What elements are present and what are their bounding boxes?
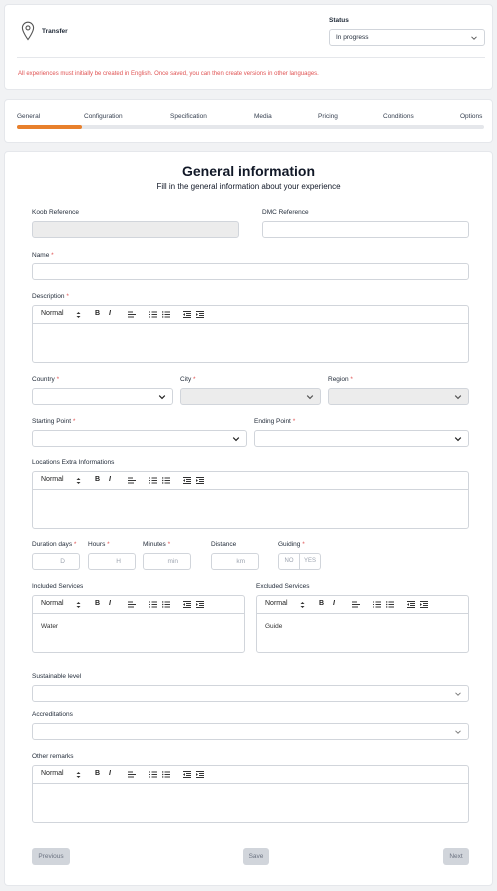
hours-input[interactable]	[88, 553, 136, 570]
sort-icon	[76, 311, 81, 319]
form-subtitle: Fill in the general information about your experience	[156, 182, 341, 191]
tab-specification[interactable]: Specification	[170, 113, 207, 120]
excluded-services-label: Excluded Services	[256, 583, 310, 590]
region-label: Region *	[328, 376, 353, 383]
indent-icon[interactable]	[196, 601, 204, 608]
locations-extra-editor[interactable]	[32, 471, 469, 529]
header-card	[4, 4, 493, 90]
language-notice: All experiences must initially be created in English. Once saved, you can then create versions in other languages.	[18, 71, 319, 77]
excluded-services-value: Guide	[265, 623, 283, 630]
indent-icon[interactable]	[196, 771, 204, 778]
sustainable-level-select[interactable]	[32, 685, 469, 702]
chevron-down-icon	[454, 435, 462, 443]
tab-options[interactable]: Options	[460, 113, 483, 120]
service-type: Transfer	[42, 28, 68, 35]
country-select[interactable]	[32, 388, 173, 405]
bold-button[interactable]: B	[95, 770, 101, 777]
align-icon[interactable]	[128, 311, 136, 318]
distance-placeholder: km	[236, 558, 245, 565]
chevron-down-icon	[454, 728, 462, 736]
location-pin-icon	[21, 21, 35, 43]
starting-point-label: Starting Point *	[32, 418, 76, 425]
accreditations-label: Accreditations	[32, 711, 73, 718]
koob-reference-input	[32, 221, 239, 238]
status-label: Status	[329, 17, 349, 24]
ordered-list-icon[interactable]	[149, 601, 157, 608]
hours-placeholder: H	[116, 558, 121, 565]
italic-button[interactable]: I	[333, 600, 335, 607]
bullet-list-icon[interactable]	[162, 311, 170, 318]
sort-icon	[300, 601, 305, 609]
ending-point-select[interactable]	[254, 430, 469, 447]
koob-reference-label: Koob Reference	[32, 209, 79, 216]
chevron-down-icon	[306, 393, 314, 401]
status-value: In progress	[336, 34, 369, 41]
hours-label: Hours *	[88, 541, 110, 548]
indent-icon[interactable]	[420, 601, 428, 608]
format-select[interactable]: Normal	[41, 770, 64, 777]
format-select[interactable]: Normal	[41, 600, 64, 607]
guiding-yes-option[interactable]: YES	[303, 558, 316, 564]
italic-button[interactable]: I	[109, 310, 111, 317]
excluded-services-editor[interactable]	[256, 595, 469, 653]
guiding-toggle[interactable]	[278, 553, 321, 570]
dmc-reference-label: DMC Reference	[262, 209, 309, 216]
outdent-icon[interactable]	[183, 311, 191, 318]
next-button[interactable]: Next	[443, 848, 469, 865]
tab-general[interactable]: General	[17, 113, 41, 120]
outdent-icon[interactable]	[183, 601, 191, 608]
other-remarks-editor[interactable]	[32, 765, 469, 823]
name-label: Name *	[32, 252, 54, 259]
duration-days-input[interactable]	[32, 553, 80, 570]
italic-button[interactable]: I	[109, 600, 111, 607]
bold-button[interactable]: B	[319, 600, 325, 607]
outdent-icon[interactable]	[183, 477, 191, 484]
included-services-value: Water	[41, 623, 59, 630]
other-remarks-label: Other remarks	[32, 753, 74, 760]
locations-extra-label: Locations Extra Informations	[32, 459, 115, 466]
duration-days-placeholder: D	[60, 558, 65, 565]
distance-label: Distance	[211, 541, 237, 548]
save-button[interactable]: Save	[243, 848, 269, 865]
included-services-label: Included Services	[32, 583, 84, 590]
ordered-list-icon[interactable]	[149, 311, 157, 318]
region-select[interactable]	[328, 388, 469, 405]
tabs-card	[4, 99, 493, 143]
editor-toolbar	[257, 596, 468, 614]
bold-button[interactable]: B	[95, 310, 101, 317]
form-title: General information	[181, 163, 316, 179]
minutes-label: Minutes *	[143, 541, 171, 548]
country-label: Country *	[32, 376, 60, 383]
progress-fill	[17, 125, 82, 129]
italic-button[interactable]: I	[109, 770, 111, 777]
city-select[interactable]	[180, 388, 321, 405]
accreditations-select[interactable]	[32, 723, 469, 740]
minutes-placeholder: min	[167, 558, 178, 565]
progress-track	[17, 125, 484, 129]
chevron-down-icon	[232, 435, 240, 443]
outdent-icon[interactable]	[407, 601, 415, 608]
align-icon[interactable]	[128, 601, 136, 608]
ordered-list-icon[interactable]	[149, 477, 157, 484]
ordered-list-icon[interactable]	[149, 771, 157, 778]
previous-button[interactable]: Previous	[32, 848, 70, 865]
editor-toolbar	[33, 306, 468, 324]
bullet-list-icon[interactable]	[162, 771, 170, 778]
duration-days-label: Duration days *	[32, 541, 77, 548]
indent-icon[interactable]	[196, 311, 204, 318]
included-services-editor[interactable]	[32, 595, 245, 653]
sort-icon	[76, 601, 81, 609]
format-select[interactable]: Normal	[41, 310, 64, 317]
editor-toolbar	[33, 596, 244, 614]
distance-input[interactable]	[211, 553, 259, 570]
sustainable-level-label: Sustainable level	[32, 673, 82, 680]
description-editor[interactable]	[32, 305, 469, 363]
chevron-down-icon	[158, 393, 166, 401]
outdent-icon[interactable]	[183, 771, 191, 778]
editor-toolbar	[33, 472, 468, 490]
bold-button[interactable]: B	[95, 600, 101, 607]
tab-configuration[interactable]: Configuration	[84, 113, 123, 120]
chevron-down-icon	[470, 34, 478, 42]
guiding-no-option[interactable]: NO	[279, 554, 300, 569]
indent-icon[interactable]	[196, 477, 204, 484]
tab-pricing[interactable]: Pricing	[318, 113, 338, 120]
editor-toolbar	[33, 766, 468, 784]
chevron-down-icon	[454, 393, 462, 401]
format-select[interactable]: Normal	[41, 476, 64, 483]
tab-conditions[interactable]: Conditions	[383, 113, 414, 120]
dmc-reference-input[interactable]	[262, 221, 469, 238]
tab-media[interactable]: Media	[254, 113, 272, 120]
align-icon[interactable]	[128, 771, 136, 778]
chevron-down-icon	[454, 690, 462, 698]
ordered-list-icon[interactable]	[373, 601, 381, 608]
align-icon[interactable]	[128, 477, 136, 484]
ending-point-label: Ending Point *	[254, 418, 296, 425]
city-label: City *	[180, 376, 196, 383]
format-select[interactable]: Normal	[265, 600, 288, 607]
align-icon[interactable]	[352, 601, 360, 608]
guiding-label: Guiding *	[278, 541, 305, 548]
sort-icon	[76, 477, 81, 485]
starting-point-select[interactable]	[32, 430, 247, 447]
bullet-list-icon[interactable]	[386, 601, 394, 608]
status-select[interactable]	[329, 29, 485, 46]
italic-button[interactable]: I	[109, 476, 111, 483]
bold-button[interactable]: B	[95, 476, 101, 483]
name-input[interactable]	[32, 263, 469, 280]
sort-icon	[76, 771, 81, 779]
divider	[17, 57, 485, 58]
bullet-list-icon[interactable]	[162, 477, 170, 484]
description-label: Description *	[32, 293, 69, 300]
minutes-input[interactable]	[143, 553, 191, 570]
bullet-list-icon[interactable]	[162, 601, 170, 608]
